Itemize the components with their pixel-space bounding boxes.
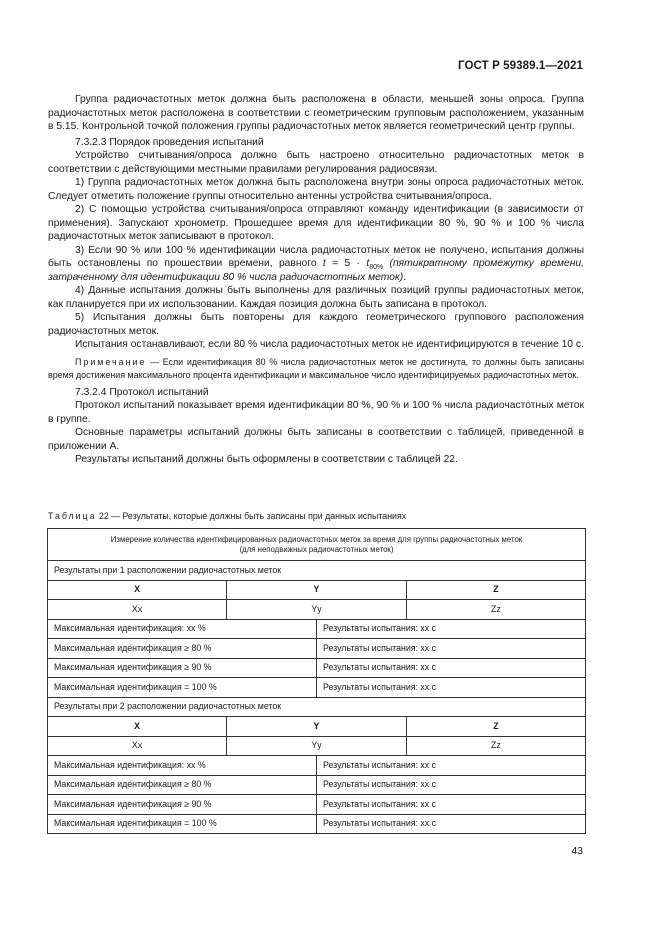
document-body (48, 93, 584, 467)
axis-z-value: Zz (406, 736, 585, 756)
table-row (48, 658, 586, 678)
axis-y-value: Yy (227, 600, 407, 620)
result-cell: Результаты испытания: хх с (316, 678, 585, 698)
identification-cell: Максимальная идентификация: xx % (48, 756, 317, 776)
axis-z-value: Zz (406, 600, 585, 620)
step-3-end: . (403, 271, 407, 283)
table-row (48, 619, 586, 639)
axis-y-header: Y (227, 717, 407, 737)
table-row (48, 775, 586, 795)
note (48, 356, 584, 382)
paragraph-stop-condition: Испытания останавливают, если 80 % числа радиочастотных меток не идентифицируются в течение 10 с. (75, 339, 584, 350)
table-row (48, 639, 586, 659)
paragraph-step-3 (48, 244, 584, 285)
table-row (48, 756, 586, 776)
page-number: 43 (571, 845, 583, 857)
note-label: Примечание (75, 356, 147, 367)
formula-t: t (322, 258, 326, 269)
table-caption-text: 22 — Результаты, которые должны быть записаны при данных испытаниях (96, 511, 407, 521)
result-cell: Результаты испытания: хх с (316, 775, 585, 795)
identification-cell: Максимальная идентификация: xx % (48, 619, 317, 639)
result-cell: Результаты испытания: хх с (316, 795, 585, 815)
result-cell: Результаты испытания: хх с (316, 639, 585, 659)
identification-cell: Максимальная идентификация ≥ 80 % (48, 775, 317, 795)
identification-cell: Максимальная идентификация ≥ 90 % (48, 795, 317, 815)
identification-cell: Максимальная идентификация ≥ 80 % (48, 639, 317, 659)
result-cell: Результаты испытания: хх с (316, 619, 585, 639)
group-title: Результаты при 2 расположении радиочастотных меток (48, 697, 586, 717)
paragraph-step-1: 1) Группа радиочастотных меток должна быть расположена внутри зоны опроса радиочастотных меток. Следует отметить положение группы относительно антенны устройства считывания/опроса. (48, 177, 584, 202)
table-caption (48, 511, 588, 521)
paragraph-parameters: Основные параметры испытаний должны быть записаны в соответствии с таблицей, приведенной в приложении А. (48, 427, 584, 452)
table-header-line-1: Измерение количества идентифицированных радиочастотных меток за время для группы радиочастотных меток (110, 535, 523, 544)
table-header (48, 529, 586, 561)
results-table (47, 528, 586, 834)
table-header-line-2: (для неподвижных радиочастотных меток) (239, 544, 394, 554)
formula-t80: t (366, 258, 370, 269)
step-3-text: 3) Если 90 % или 100 % идентификации числа радиочастотных меток не получено, испытания должны быть остановлены по прошествии времени, равного (48, 244, 584, 269)
paragraph-results-format: Результаты испытаний должны быть оформлены в соответствии с таблицей 22. (75, 454, 458, 465)
table-row (48, 814, 586, 834)
paragraph-report-content: Протокол испытаний показывает время идентификации 80 %, 90 % и 100 % числа радиочастотных меток в группе. (48, 400, 584, 425)
document-code-header: ГОСТ Р 59389.1—2021 (458, 60, 583, 72)
table-row (48, 795, 586, 815)
result-cell: Результаты испытания: хх с (316, 756, 585, 776)
section-heading-test-procedure: 7.3.2.3 Порядок проведения испытаний (75, 136, 264, 148)
table-caption-label: Таблица (48, 511, 97, 521)
axis-x-value: Xx (48, 736, 227, 756)
paragraph-reader-setup: Устройство считывания/опроса должно быть настроено относительно радиочастотных меток в соответствии с действующими местными правилами регулирования радиосвязи. (48, 150, 584, 175)
axis-z-header: Z (406, 580, 585, 600)
result-cell: Результаты испытания: хх с (316, 814, 585, 834)
table-row (48, 678, 586, 698)
note-text: — Если идентификация 80 % числа радиочастотных меток не достигнута, то должны быть записаны время достижения максимального процента идентификации и максимальное число идентифицируемых радиочастотных меток. (48, 356, 584, 380)
result-cell: Результаты испытания: хх с (316, 658, 585, 678)
axis-y-header: Y (227, 580, 407, 600)
group-title: Результаты при 1 расположении радиочастотных меток (48, 561, 586, 581)
paragraph-group-placement: Группа радиочастотных меток должна быть расположена в области, меньшей зоны опроса. Группа радиочастотных меток расположена в соответствии с геометрическим групповым расположением, указанным в 5.15. Контрольной точкой положения группы радиочастотных меток является геометрический центр группы. (48, 94, 584, 132)
axis-x-header: X (48, 717, 227, 737)
step-3-italic: (пятикратному промежутку времени, затраченному для идентификации 80 % числа радиочастотных меток) (48, 258, 584, 283)
paragraph-step-5: 5) Испытания должны быть повторены для каждого геометрического группового расположения радиочастотных меток. (48, 312, 584, 337)
axis-y-value: Yy (227, 736, 407, 756)
identification-cell: Максимальная идентификация ≥ 90 % (48, 658, 317, 678)
formula-mid: = 5 · (325, 258, 367, 269)
axis-x-header: X (48, 580, 227, 600)
identification-cell: Максимальная идентификация = 100 % (48, 678, 317, 698)
paragraph-step-2: 2) С помощью устройства считывания/опроса отправляют команду идентификации (в зависимости от применения). Запускают хронометр. Прошедшее время для идентификации 80 %, 90 % и 100 % числа радиочастотных меток записывают в протокол. (48, 204, 584, 242)
axis-x-value: Xx (48, 600, 227, 620)
identification-cell: Максимальная идентификация = 100 % (48, 814, 317, 834)
paragraph-step-4: 4) Данные испытания должны быть выполнены для различных позиций группы радиочастотных меток, как планируется при их использовании. Каждая позиция должна быть записана в протокол. (48, 285, 584, 310)
formula-subscript: 80% (369, 264, 384, 272)
axis-z-header: Z (406, 717, 585, 737)
section-heading-test-report: 7.3.2.4 Протокол испытаний (75, 386, 209, 398)
